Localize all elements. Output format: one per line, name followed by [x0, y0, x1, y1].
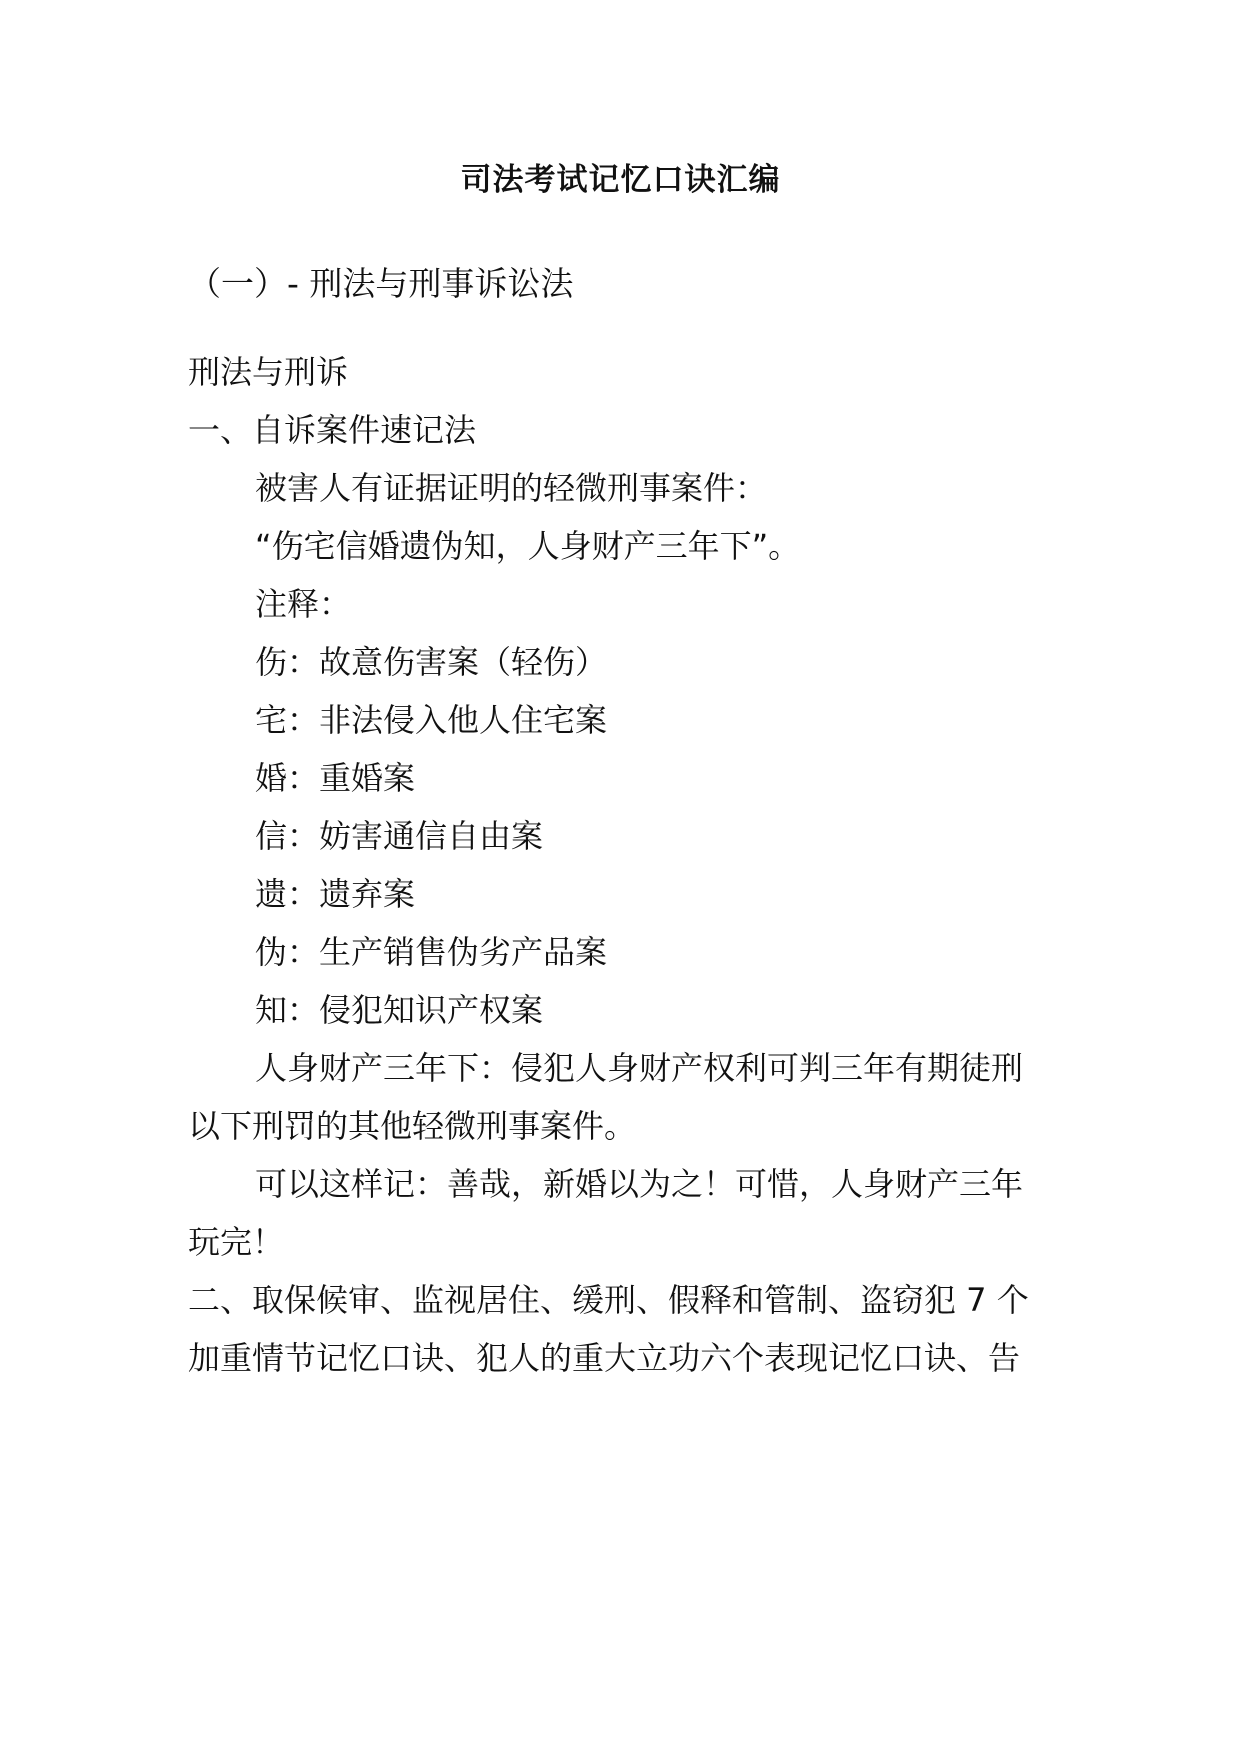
mnemonic-line: “伤宅信婚遗伪知，人身财产三年下”。 [255, 527, 801, 565]
note-item: 遗：遗弃案 [255, 875, 416, 913]
document-title: 司法考试记忆口诀汇编 [460, 162, 781, 198]
note-item: 伤：故意伤害案（轻伤） [255, 643, 608, 681]
item2-heading-line2: 加重情节记忆口诀、犯人的重大立功六个表现记忆口诀、告 [188, 1339, 1021, 1377]
paragraph-remember-line1: 可以这样记：善哉，新婚以为之！可惜，人身财产三年 [255, 1165, 1024, 1203]
paragraph-person-line2: 以下刑罚的其他轻微刑事案件。 [188, 1107, 637, 1145]
item2-heading-line1: 二、取保候审、监视居住、缓刑、假释和管制、盗窃犯 7 个 [188, 1281, 1029, 1319]
intro-paragraph: 被害人有证据证明的轻微刑事案件： [255, 469, 768, 507]
notes-label: 注释： [255, 585, 352, 623]
paragraph-person-line1: 人身财产三年下：侵犯人身财产权利可判三年有期徒刑 [255, 1049, 1024, 1087]
note-item: 知：侵犯知识产权案 [255, 991, 544, 1029]
paragraph-remember-line2: 玩完！ [188, 1223, 285, 1261]
note-item: 信：妨害通信自由案 [255, 817, 544, 855]
subheading: 刑法与刑诉 [188, 353, 349, 391]
note-item: 伪：生产销售伪劣产品案 [255, 933, 608, 971]
section-heading: （一）- 刑法与刑事诉讼法 [188, 264, 574, 303]
item1-heading: 一、自诉案件速记法 [188, 411, 477, 449]
note-item: 宅：非法侵入他人住宅案 [255, 701, 608, 739]
note-item: 婚：重婚案 [255, 759, 416, 797]
